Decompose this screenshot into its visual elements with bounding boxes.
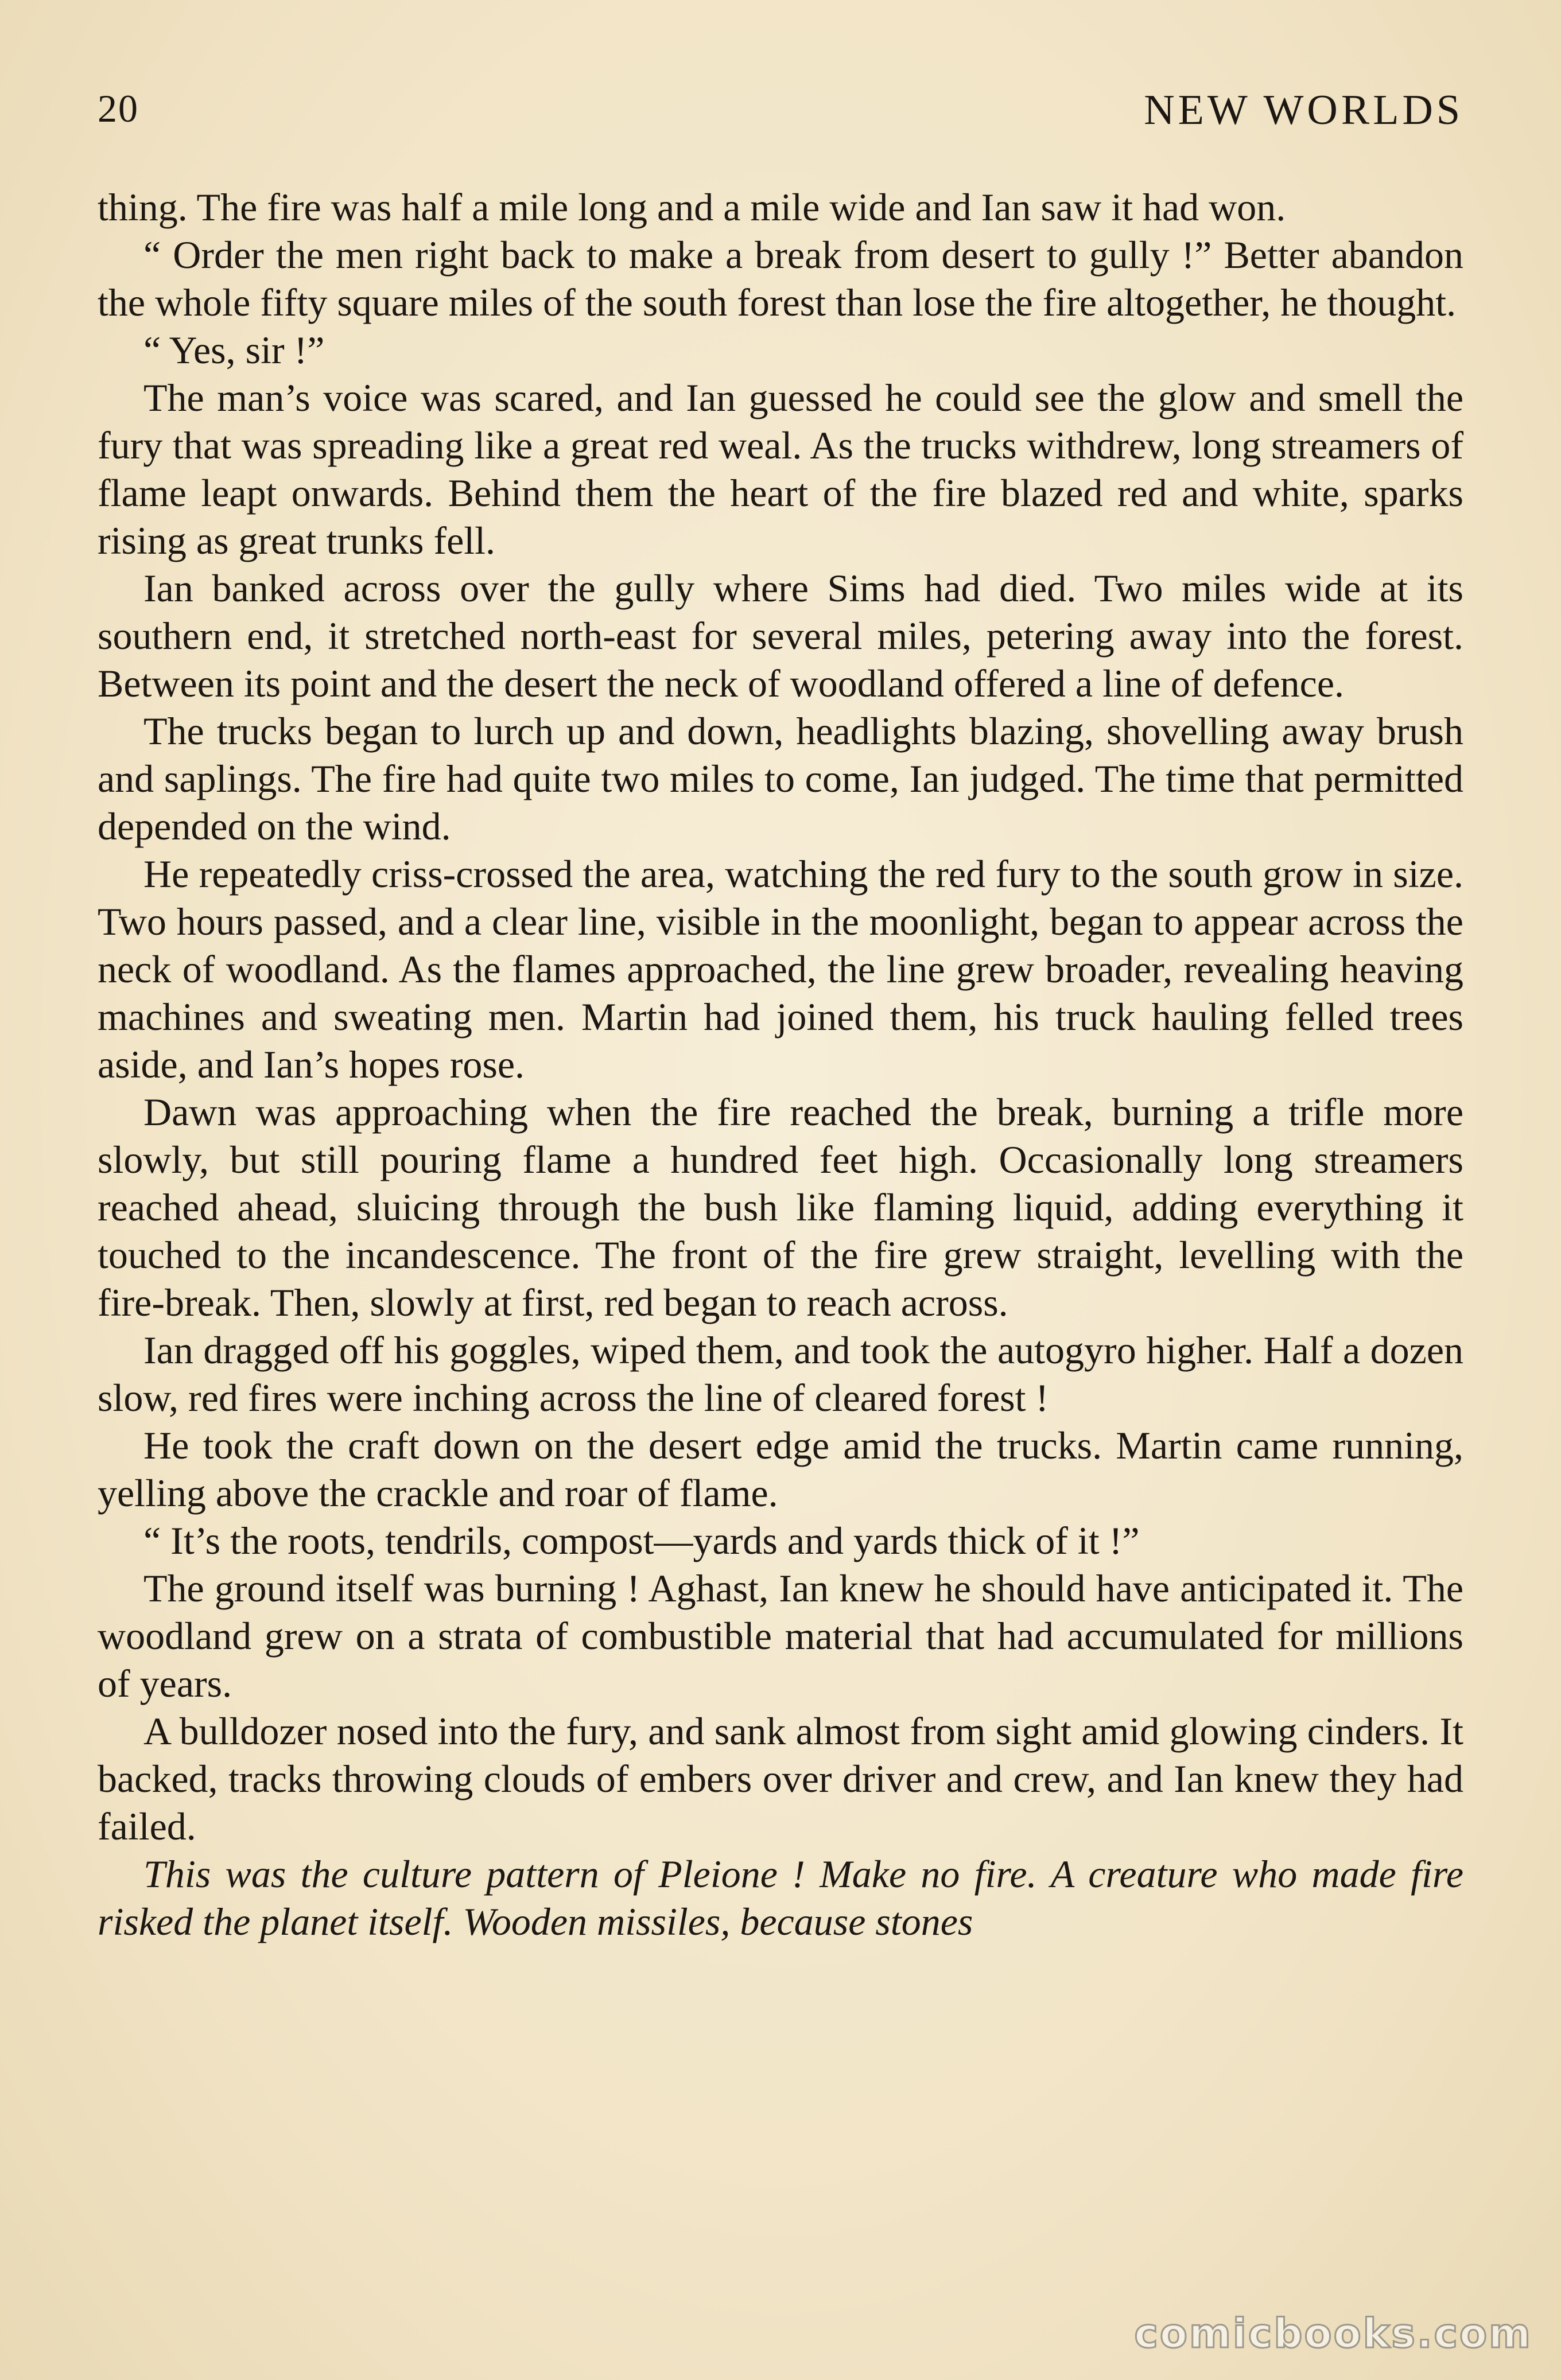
- paragraph: He repeatedly criss-crossed the area, watching the red fury to the south grow in size. Two hours passed, and a clear line, visible in the moonlight, began to appear across the neck of woodland. As the flames approached, the line grew broader, revealing heaving machines and sweating men. Martin had joined them, his truck hauling felled trees aside, and Ian’s hopes rose.: [98, 852, 1463, 1086]
- paragraph: He took the craft down on the desert edge amid the trucks. Martin came running, yelling above the crackle and roar of flame.: [98, 1424, 1463, 1515]
- watermark: comicbooks.com: [1134, 2310, 1532, 2357]
- paragraph: thing. The fire was half a mile long and a mile wide and Ian saw it had won.: [98, 185, 1286, 229]
- body-text: [98, 184, 1463, 1946]
- paragraph: A bulldozer nosed into the fury, and sank almost from sight amid glowing cinders. It backed, tracks throwing clouds of embers over driver and crew, and Ian knew they had failed.: [98, 1709, 1463, 1848]
- paragraph: Ian dragged off his goggles, wiped them, and took the autogyro higher. Half a dozen slow, red fires were inching across the line of cleared forest !: [98, 1328, 1463, 1420]
- paragraph: The ground itself was burning ! Aghast, Ian knew he should have anticipated it. The woodland grew on a strata of combustible material that had accumulated for millions of years.: [98, 1566, 1463, 1705]
- paragraph: “ Yes, sir !”: [143, 328, 325, 372]
- paragraph: “ It’s the roots, tendrils, compost—yards and yards thick of it !”: [143, 1519, 1140, 1562]
- paragraph: Dawn was approaching when the fire reached the break, burning a trifle more slowly, but still pouring flame a hundred feet high. Occasionally long streamers reached ahead, sluicing through the bush like flaming liquid, adding everything it touched to the incandescence. The front of the fire grew straight, levelling with the fire-break. Then, slowly at first, red began to reach across.: [98, 1090, 1463, 1324]
- page-header: [98, 86, 1463, 143]
- paragraph: “ Order the men right back to make a break from desert to gully !” Better abandon the whole fifty square miles of the south forest than lose the fire altogether, he thought.: [98, 233, 1463, 324]
- page-number: 20: [98, 87, 139, 130]
- paragraph: The trucks began to lurch up and down, headlights blazing, shovelling away brush and saplings. The fire had quite two miles to come, Ian judged. The time that permitted depended on the wind.: [98, 709, 1463, 848]
- running-title: NEW WORLDS: [1144, 87, 1463, 134]
- italic-paragraph: This was the culture pattern of Pleione ! Make no fire. A creature who made fire risked the planet itself. Wooden missiles, because stones: [98, 1852, 1463, 1943]
- paragraph: The man’s voice was scared, and Ian guessed he could see the glow and smell the fury that was spreading like a great red weal. As the trucks withdrew, long streamers of flame leapt onwards. Behind them the heart of the fire blazed red and white, sparks rising as great trunks fell.: [98, 376, 1463, 562]
- paragraph: Ian banked across over the gully where Sims had died. Two miles wide at its southern end, it stretched north-east for several miles, petering away into the forest. Between its point and the desert the neck of woodland offered a line of defence.: [98, 566, 1463, 705]
